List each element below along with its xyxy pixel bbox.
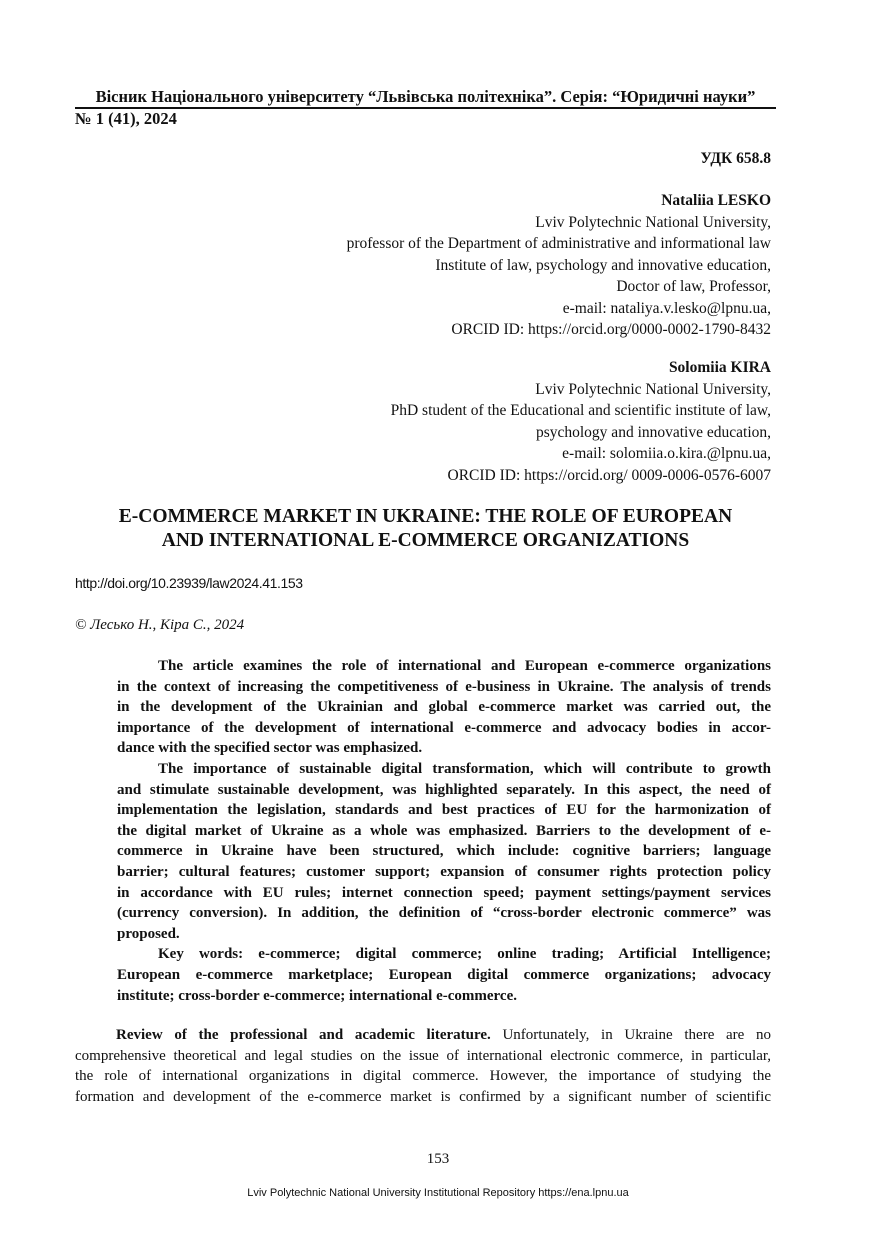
repository-footer: Lviv Polytechnic National University Institutional Repository https://ena.lpnu.ua [247,1187,629,1199]
copyright: © Лесько Н., Кіра С., 2024 [75,617,245,633]
abstract-line: in the context of increasing the competitiveness of e-business in Ukraine. The analysis of trends [117,678,771,695]
author-block-1 [347,190,771,341]
article-title [75,505,776,553]
abstract-line: barrier; cultural features; customer support; expansion of consumer rights protection policy [117,863,771,880]
abstract-line: Key words: e-commerce; digital commerce; online trading; Artificial Intelligence; [158,946,771,963]
abstract-line: dance with the specified sector was emphasized. [117,740,423,757]
review-line: comprehensive theoretical and legal studies on the issue of international electronic commerce, in particular, [75,1047,771,1064]
abstract-line: commerce in Ukraine have been structured, which include: cognitive barriers; language [117,843,771,860]
abstract-line: the digital market of Ukraine as a whole was emphasized. Barriers to the development of e- [117,822,771,839]
author-line: Lviv Polytechnic National University, [535,213,771,231]
author-line: Doctor of law, Professor, [616,278,771,295]
author-line: professor of the Department of administrative and informational law [346,235,771,252]
review-line: the role of international organizations in digital commerce. However, the importance of studying the [75,1068,771,1085]
author-email[interactable]: e-mail: solomiia.o.kira.@lpnu.ua, [562,445,771,462]
issue-number: № 1 (41), 2024 [75,109,177,128]
author-name: Nataliia LESKO [661,192,771,209]
review-line: formation and development of the e-commerce market is confirmed by a significant number of scientific [75,1088,771,1105]
review-paragraph [75,1025,771,1107]
title-line: AND INTERNATIONAL E-COMMERCE ORGANIZATIONS [161,530,690,551]
abstract-line: proposed. [117,925,180,942]
abstract-line: institute; cross-border e-commerce; international e-commerce. [117,987,517,1004]
author-line: psychology and innovative education, [535,423,771,441]
author-block-2 [391,357,771,486]
author-line: Lviv Polytechnic National University, [535,380,771,398]
header-rule [75,107,776,109]
journal-header: Вісник Національного університету “Львівська політехніка”. Серія: “Юридичні науки” [95,87,756,106]
review-heading: Review of the professional and academic literature. [116,1027,491,1043]
author-orcid[interactable]: ORCID ID: https://orcid.org/0000-0002-1790-8432 [451,321,771,338]
review-line [75,1025,771,1046]
abstract-line: European e-commerce marketplace; European digital commerce organizations; advocacy [117,966,771,983]
doi-link[interactable]: http://doi.org/10.23939/law2024.41.153 [75,575,303,591]
author-line: Institute of law, psychology and innovative education, [435,256,771,274]
page-number: 153 [426,1151,450,1167]
abstract-line: The importance of sustainable digital transformation, which will contribute to growth [158,760,771,777]
author-email[interactable]: e-mail: nataliya.v.lesko@lpnu.ua, [562,299,771,317]
author-orcid[interactable]: ORCID ID: https://orcid.org/ 0009-0006-0576-6007 [447,466,771,484]
abstract-line: implementation the legislation, standards and best practices of EU for the harmonization of [117,802,771,819]
review-text: Unfortunately, in Ukraine there are no [490,1027,771,1043]
abstract-line: and stimulate sustainable development, was highlighted separately. In this aspect, the need of [117,781,771,798]
abstract-line: in the development of the Ukrainian and global e-commerce market was carried out, the [117,699,771,716]
abstract-line: The article examines the role of international and European e-commerce organizations [158,658,771,674]
abstract-line: importance of the development of international e-commerce and advocacy bodies in accor- [117,719,771,736]
abstract-line: in accordance with EU rules; internet connection speed; payment settings/payment services [117,884,771,901]
udc-code: УДК 658.8 [700,150,771,167]
author-line: PhD student of the Educational and scientific institute of law, [390,402,771,419]
author-name: Solomiia KIRA [668,359,771,376]
abstract-line: (currency conversion). In addition, the definition of “cross-border electronic commerce” was [117,905,771,922]
title-line: E-COMMERCE MARKET IN UKRAINE: THE ROLE OF EUROPEAN [118,506,733,527]
abstract [117,656,771,1006]
